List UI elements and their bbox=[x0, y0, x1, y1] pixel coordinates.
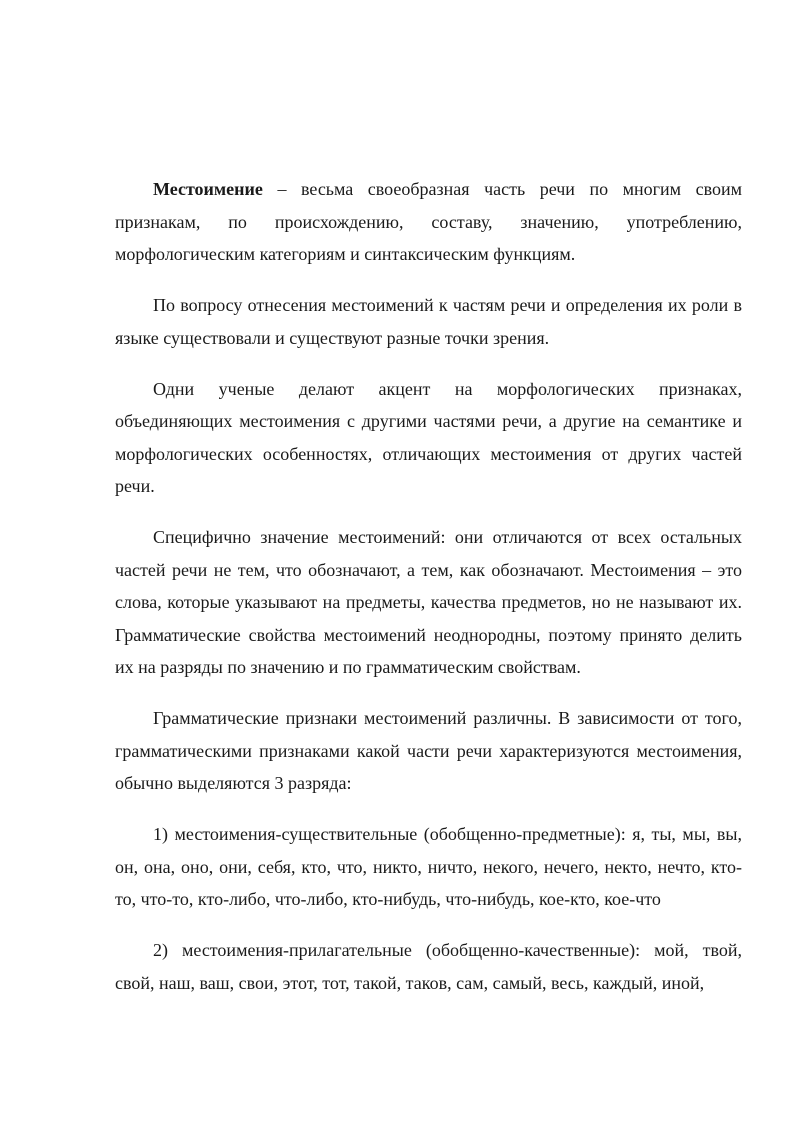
document-body bbox=[115, 173, 742, 999]
paragraph-text: – весьма своеобразная часть речи по многим своим признакам, по происхождению, составу, значению, употреблению, морфологическим категориям и синтаксическим функциям. bbox=[115, 179, 742, 264]
bold-term: Местоимение bbox=[153, 179, 263, 199]
paragraph-definition bbox=[115, 173, 742, 271]
list-item-noun-pronouns: 1) местоимения-существительные (обобщенно-предметные): я, ты, мы, вы, он, она, оно, они, себя, кто, что, никто, ничто, некого, нечего, некто, нечто, кто-то, что-то, кто-либо, что-либо, кто-нибудь, что-нибудь, кое-кто, кое-что bbox=[115, 824, 742, 909]
paragraph-grammatical-features: Грамматические признаки местоимений различны. В зависимости от того, грамматическими признаками какой части речи характеризуются местоимения, обычно выделяются 3 разряда: bbox=[115, 708, 742, 793]
paragraph-viewpoints: По вопросу отнесения местоимений к частям речи и определения их роли в языке существовали и существуют разные точки зрения. bbox=[115, 295, 742, 348]
paragraph-scholars: Одни ученые делают акцент на морфологических признаках, объединяющих местоимения с другими частями речи, а другие на семантике и морфологических особенностях, отличающих местоимения от других частей речи. bbox=[115, 378, 742, 496]
list-item-adjective-pronouns: 2) местоимения-прилагательные (обобщенно-качественные): мой, твой, свой, наш, ваш, свои, этот, тот, такой, таков, сам, самый, весь, каждый, иной, bbox=[115, 940, 742, 993]
paragraph-meaning: Специфично значение местоимений: они отличаются от всех остальных частей речи не тем, что обозначают, а тем, как обозначают. Местоимения – это слова, которые указывают на предметы, качества предметов, но не называют их. Грамматические свойства местоимений неоднородны, поэтому принято делить их на разряды по значению и по грамматическим свойствам. bbox=[115, 527, 742, 677]
